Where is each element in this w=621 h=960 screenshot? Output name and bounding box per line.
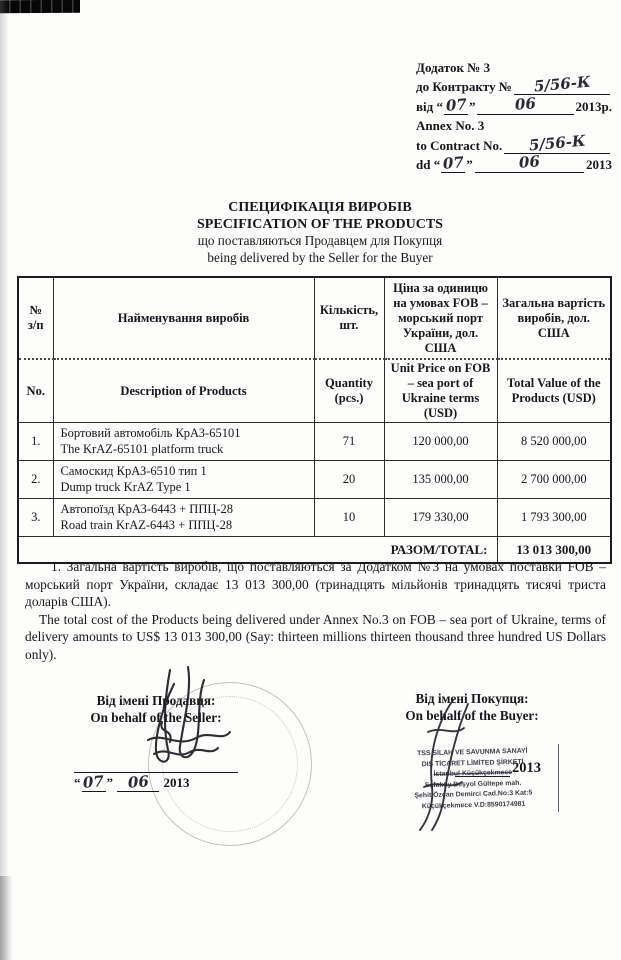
quote-close-ua: ” [468, 98, 476, 114]
day-field-en [441, 153, 465, 173]
stamp-right-bar [558, 744, 559, 812]
document-title-block [110, 200, 530, 266]
date-en-prefix: dd “ [416, 157, 441, 172]
seller-signature-scribble [118, 662, 268, 782]
table-header-en [18, 359, 611, 423]
product-name-ua: Самоскид КрАЗ-6510 тип 1 [60, 464, 207, 478]
col-price-ua: Ціна за одиницю на умовах FOB – морський порт України, дол. США [384, 277, 497, 359]
row-unit-price: 179 330,00 [384, 499, 497, 537]
stamp-line: Safaköy Beşyol Gültepe mah. [424, 779, 522, 789]
row-unit-price: 120 000,00 [384, 423, 497, 461]
col-total-ua: Загальна вартість виробів, дол. США [497, 277, 611, 359]
row-description [53, 499, 314, 537]
specification-table [17, 276, 612, 564]
col-price-en: Unit Price on FOB – sea port of Ukraine terms (USD) [384, 359, 497, 423]
body-paragraphs [25, 558, 606, 664]
date-line-ua [416, 95, 612, 115]
year-ua: 2013р. [575, 98, 612, 114]
seller-month-handwritten: 06 [127, 772, 150, 792]
table-row [18, 461, 611, 499]
row-qty: 20 [314, 461, 384, 499]
product-name-ua: Бортовий автомобіль КрАЗ-65101 [60, 426, 241, 440]
scan-edge-shadow [0, 0, 9, 960]
date-line-en [416, 154, 612, 174]
col-total-en: Total Value of the Products (USD) [497, 359, 611, 423]
row-description [53, 423, 314, 461]
seller-label-en: On behalf of the Seller: [90, 710, 222, 725]
contract-line-ua [416, 72, 612, 96]
date-ua-prefix: від “ [416, 98, 443, 114]
row-total-value: 2 700 000,00 [497, 461, 611, 499]
stamp-line: İstanbul Küçükçekmece [433, 769, 513, 779]
product-name-en: The KrAZ-65101 platform truck [60, 441, 224, 456]
total-label: РАЗОМ/TOTAL: [18, 537, 497, 564]
stamp-line: DIŞ TİCARET LİMİTED ŞİRKETİ [421, 758, 524, 768]
month-handwritten-ua: 06 [514, 93, 537, 114]
scan-edge-smudge [0, 876, 13, 960]
subtitle-en: being delivered by the Seller for the Buyer [207, 249, 433, 265]
seller-day-handwritten: 07 [82, 772, 105, 792]
day-field-ua [444, 94, 468, 115]
col-no-en: No. [18, 359, 53, 423]
seller-label-ua: Від імені Продавця: [96, 693, 216, 708]
quote: ” [106, 775, 113, 790]
row-description [53, 461, 314, 499]
title-en: SPECIFICATION OF THE PRODUCTS [197, 216, 443, 232]
year-en: 2013 [586, 157, 612, 172]
contract-no-handwritten: 5/56-К [532, 72, 591, 96]
contract-en-label: to Contract No. [416, 137, 503, 153]
product-name-en: Dump truck KrAZ Type 1 [60, 479, 191, 494]
buyer-company-stamp [383, 746, 562, 814]
col-desc-en: Description of Products [53, 359, 314, 423]
month-field-en [475, 152, 584, 173]
product-name-ua: Автопоїзд КрАЗ-6443 + ППЦ-28 [60, 502, 234, 516]
table-header-ua [18, 277, 611, 359]
day-handwritten-en: 07 [441, 153, 465, 173]
stamp-line: Şehit Özcan Demirci Cad.No:3 Kat:5 [414, 789, 533, 800]
contract-no-field-ua [514, 72, 610, 96]
day-handwritten-ua: 07 [444, 94, 468, 115]
month-handwritten-en: 06 [518, 152, 541, 172]
contract-ua-label: до Контракту № [416, 79, 512, 94]
row-total-value: 1 793 300,00 [497, 499, 611, 537]
buyer-label-en: On behalf of the Buyer: [405, 708, 539, 723]
buyer-year: 2013 [512, 760, 541, 776]
month-field-ua [477, 93, 573, 115]
row-no: 3. [18, 499, 53, 537]
annex-header [416, 56, 612, 173]
contract-no-field-en [504, 131, 610, 154]
product-name-en: Road train KrAZ-6443 + ППЦ-28 [60, 517, 233, 532]
col-qty-ua: Кількість, шт. [314, 277, 384, 359]
no-symbol: № [29, 303, 43, 317]
row-total-value: 8 520 000,00 [497, 423, 611, 461]
row-unit-price: 135 000,00 [384, 461, 497, 499]
row-qty: 10 [314, 499, 384, 537]
buyer-label-ua: Від імені Покупця: [415, 691, 529, 706]
contract-line-en [416, 131, 612, 154]
table-row [18, 499, 611, 537]
row-no: 1. [18, 423, 53, 461]
seller-day-field [82, 774, 106, 792]
title-ua: СПЕЦИФІКАЦІЯ ВИРОБІВ [228, 200, 412, 215]
paragraph-total-en: The total cost of the Products being delivered under Annex No.3 on FOB – sea port of Ukraine, terms of delivery amounts to US$ 13 013 300,00 (Say: thirteen millions thirteen thousand three hundred US Dollars only). [25, 611, 606, 662]
seller-year: 2013 [163, 775, 190, 790]
annex-en-label: Annex No. 3 [416, 118, 485, 133]
buyer-date-line [455, 776, 510, 777]
stamp-line: TSS SİLAH VE SAVUNMA SANAYİ [417, 747, 528, 758]
col-qty-en: Quantity (pcs.) [314, 359, 384, 423]
total-value: 13 013 300,00 [497, 537, 611, 564]
annex-ua-label: Додаток № 3 [416, 59, 491, 75]
contract-no-handwritten-en: 5/56-К [528, 131, 587, 154]
paragraph-total-ua: 1. Загальна вартість виробів, що поставляються за Додатком №3 на умовах поставки FOB – морський порт України, складає 13 013 300,00 (тринадцять мільйонів тринадцять тисячі триста доларів США). [25, 559, 606, 610]
no-suffix: з/п [27, 318, 44, 332]
row-qty: 71 [314, 423, 384, 461]
col-no-ua [18, 277, 53, 359]
subtitle-ua: що поставляються Продавцем для Покупця [197, 233, 443, 248]
stamp-line: Küçükçekmece V.D:8590174981 [421, 800, 526, 811]
quote-close-en: ” [466, 157, 473, 172]
table-row [18, 423, 611, 461]
col-desc-ua: Найменування виробів [53, 277, 314, 359]
scan-artifact-bar [0, 0, 80, 13]
quote: “ [74, 775, 81, 790]
row-no: 2. [18, 461, 53, 499]
